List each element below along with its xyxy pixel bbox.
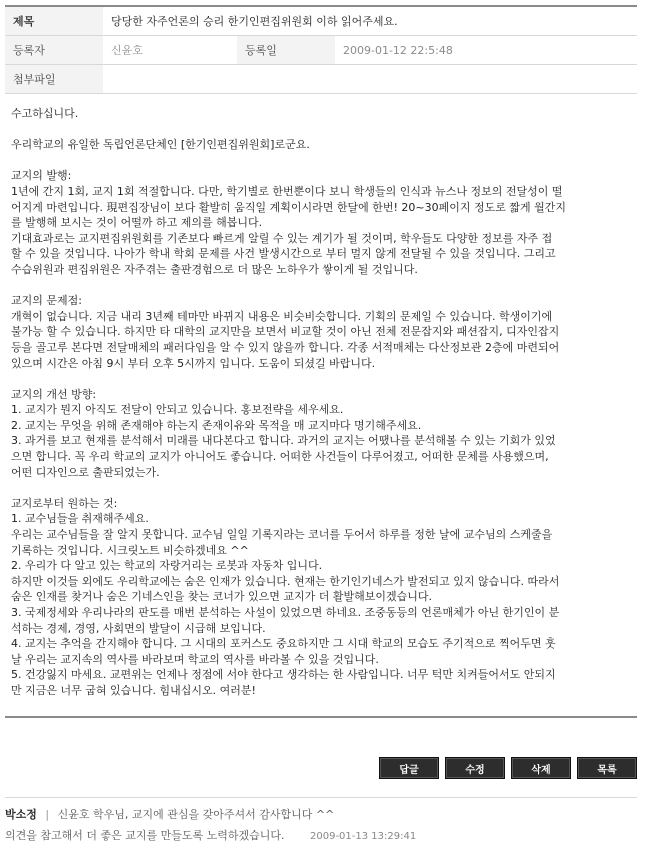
post-view: [5, 5, 637, 718]
comment-date: 2009-01-13 13:29:41: [310, 831, 417, 842]
post-date: 2009-01-12 22:5:48: [335, 36, 637, 65]
body-paragraph-intro: 우리학교의 유일한 독립언론단체인 [한기인편집위원회]로군요.: [11, 138, 310, 152]
comment-author: 박소정: [5, 808, 37, 821]
attachment-label: 첨부파일: [5, 65, 103, 94]
body-paragraph-improvements: 교지의 개선 방향: 1. 교지가 뭔지 아직도 전달이 안되고 있습니다. 홍보전략을 세우세요. 2. 교지는 무엇을 위해 존재해야 하는지 존재이유와 목적을 매 교지마다 명기해주세요. 3. 과거를 보고 현재를 분석해서 미래를 내다본다고 합니다. 과거의 교지는 어땠나를 분석해볼 수 있는 기회가 있었 으면 합니다. 꼭 우리 학교의 교지가 아니어도 좋습니다. 어떠한 사건들이 다루어졌고, 어떠한 문체를 사용했으며, 어떤 디자인으로 출판되었는가.: [11, 387, 556, 479]
edit-button[interactable]: 수정: [445, 757, 505, 779]
post-author: 신윤호: [103, 36, 237, 65]
comment-text: 신윤호 학우님, 교지에 관심을 갖아주셔서 감사합니다 ^^: [57, 808, 335, 821]
post-info-table: [5, 5, 637, 94]
title-label: 제목: [5, 6, 103, 36]
comment-separator: |: [45, 808, 50, 821]
reply-button[interactable]: 답글: [379, 757, 439, 779]
action-buttons: [379, 757, 637, 779]
comment-section: [5, 797, 637, 843]
body-paragraph-publication: 교지의 발행: 1년에 간지 1회, 교지 1회 적절합니다. 다만, 학기별로 한번뿐이다 보니 학생들의 인식과 뉴스나 정보의 전달성이 떨 어지게 마련입니다. 現편집장님이 보다 활발히 움직일 계획이시라면 한달에 한번! 20~30페이지 정도로 짧게 월간지 를 발행해 보시는 것이 어떨까 하고 제의를 해봅니다. 기대효과로는 교지편집위원회를 기존보다 빠르게 알릴 수 있는 계기가 될 것이며, 학우들도 다양한 정보를 자주 접 할 수 있을 것입니다. 나아가 학내 학회 문제를 사건 발생시간으로 부터 멀지 않게 전달될 수 있을 것입니다. 그리고 수습위원과 편집위원은 자주겪는 출판경험으로 더 많은 노하우가 쌓이게 될 것입니다.: [11, 169, 566, 276]
post-body: [5, 94, 637, 718]
attachment-value: [103, 65, 637, 94]
author-label: 등록자: [5, 36, 103, 65]
date-label: 등록일: [237, 36, 335, 65]
body-paragraph-greeting: 수고하십니다.: [11, 107, 79, 120]
delete-button[interactable]: 삭제: [511, 757, 571, 779]
body-paragraph-problems: 교지의 문제점: 개혁이 없습니다. 지금 내리 3년째 테마만 바뀌지 내용은 비슷비슷합니다. 기획의 문제일 수 있습니다. 학생이기에 불가능 할 수 있습니다. 하지만 타 대학의 교지만을 보면서 비교할 것이 아닌 전체 전문잡지와 패션잡지, 디자인잡지 등을 골고루 본다면 전달매체의 패러다임을 알 수 있지 않을까 합니다. 각종 서적매체는 다산정보관 2층에 마련되어 있으며 시간은 아침 9시 부터 오후 5시까지 입니다. 도움이 되셨길 바랍니다.: [11, 294, 560, 370]
body-paragraph-wishes: 교지로부터 원하는 것: 1. 교수님들을 취재해주세요. 우리는 교수님들을 잘 알지 못합니다. 교수님 일일 기록지라는 코너를 두어서 하루를 정한 날에 교수님의 스케줄을 기록하는 것입니다. 시크릿노트 비슷하겠네요 ^^ 2. 우리가 다 알고 있는 학교의 자랑거리는 로봇과 자동차 입니다. 하지만 이것들 외에도 우리학교에는 숨은 인재가 있습니다. 현재는 한기인기네스가 발전되고 있지 않습니다. 따라서 숨은 인재를 찾거나 숨은 기네스인을 찾는 코너가 있으면 교지가 더 활발해보이겠습니다. 3. 국제정세와 우리나라의 판도를 매번 분석하는 사설이 있었으면 하네요. 조중동등의 언론매체가 아닌 한기인이 분 석하는 경제, 경영, 사회면의 발달이 시급해 보입니다. 4. 교지는 추억을 간지해야 합니다. 그 시대의 포커스도 중요하지만 그 시대 학교의 모습도 주기적으로 찍어두면 훗 날 우리는 교지속의 역사를 바라보며 학교의 역사를 바라볼 수 있을 것입니다. 5. 건강잃지 마세요. 교편위는 언제나 정점에 서야 한다고 생각하는 한 사람입니다. 너무 턱만 치켜들어서도 안되지 만 지금은 너무 굽혀 있습니다. 힘내십시오. 여러분!: [11, 496, 560, 697]
post-title: 당당한 자주언론의 승리 한기인편집위원회 이하 읽어주세요.: [103, 6, 637, 36]
comment-text-2: 의견을 참고해서 더 좋은 교지를 만들도록 노력하겠습니다.: [5, 829, 285, 842]
comment-item: [5, 806, 637, 822]
comment-continuation: [5, 827, 637, 843]
list-button[interactable]: 목록: [577, 757, 637, 779]
